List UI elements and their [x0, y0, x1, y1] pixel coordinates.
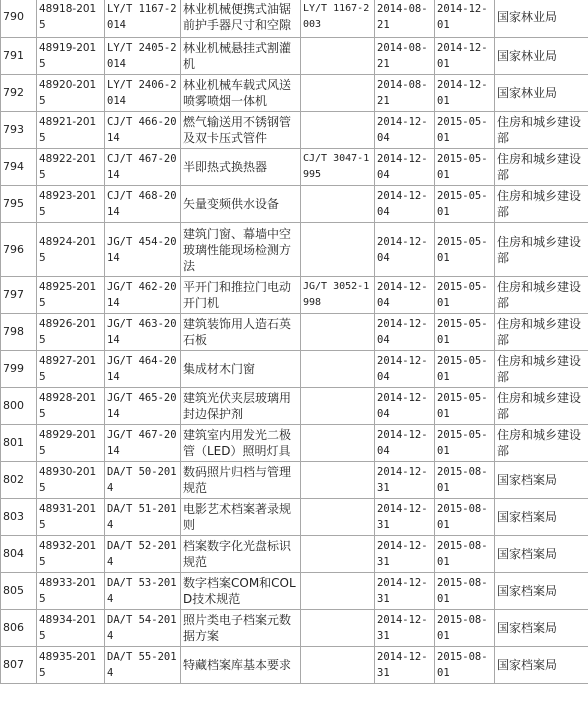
replaced-standard-cell: [301, 536, 375, 573]
issue-date-cell: 2014-08-21: [375, 75, 435, 112]
issuing-department-cell: 国家林业局: [495, 75, 588, 112]
issuing-department-cell: 住房和城乡建设部: [495, 314, 588, 351]
standard-name-cell: 建筑光伏夹层玻璃用封边保护剂: [181, 388, 301, 425]
issue-date-cell: 2014-12-04: [375, 277, 435, 314]
standard-name-cell: 建筑门窗、幕墙中空玻璃性能现场检测方法: [181, 223, 301, 277]
standard-code-cell: DA/T 51-2014: [105, 499, 181, 536]
standard-name-cell: 建筑室内用发光二极管（LED）照明灯具: [181, 425, 301, 462]
registration-number-cell: 48925-2015: [37, 277, 105, 314]
replaced-standard-cell: [301, 223, 375, 277]
replaced-standard-cell: CJ/T 3047-1995: [301, 149, 375, 186]
table-row: [1, 499, 588, 536]
registration-number-cell: 48923-2015: [37, 186, 105, 223]
table-row: [1, 75, 588, 112]
issuing-department-cell: 国家林业局: [495, 0, 588, 38]
registration-number-cell: 48933-2015: [37, 573, 105, 610]
standard-name-cell: 数字档案COM和COLD技术规范: [181, 573, 301, 610]
registration-number-cell: 48929-2015: [37, 425, 105, 462]
issue-date-cell: 2014-12-04: [375, 223, 435, 277]
registration-number-cell: 48919-2015: [37, 38, 105, 75]
replaced-standard-cell: JG/T 3052-1998: [301, 277, 375, 314]
table-row: [1, 536, 588, 573]
issuing-department-cell: 国家档案局: [495, 462, 588, 499]
table-body: [1, 0, 588, 684]
effective-date-cell: 2015-05-01: [435, 186, 495, 223]
table-row: [1, 112, 588, 149]
table-row: [1, 573, 588, 610]
standard-name-cell: 照片类电子档案元数据方案: [181, 610, 301, 647]
issuing-department-cell: 国家档案局: [495, 610, 588, 647]
row-number-cell: 805: [1, 573, 37, 610]
issuing-department-cell: 国家档案局: [495, 499, 588, 536]
standard-code-cell: JG/T 463-2014: [105, 314, 181, 351]
registration-number-cell: 48921-2015: [37, 112, 105, 149]
standard-code-cell: DA/T 52-2014: [105, 536, 181, 573]
effective-date-cell: 2015-05-01: [435, 425, 495, 462]
effective-date-cell: 2015-08-01: [435, 462, 495, 499]
registration-number-cell: 48918-2015: [37, 0, 105, 38]
table-row: [1, 38, 588, 75]
row-number-cell: 800: [1, 388, 37, 425]
standard-code-cell: JG/T 465-2014: [105, 388, 181, 425]
replaced-standard-cell: [301, 425, 375, 462]
issue-date-cell: 2014-12-04: [375, 388, 435, 425]
table-row: [1, 223, 588, 277]
standard-code-cell: DA/T 55-2014: [105, 647, 181, 684]
replaced-standard-cell: [301, 573, 375, 610]
table-row: [1, 351, 588, 388]
effective-date-cell: 2015-05-01: [435, 149, 495, 186]
standard-name-cell: 燃气输送用不锈钢管及双卡压式管件: [181, 112, 301, 149]
row-number-cell: 804: [1, 536, 37, 573]
issuing-department-cell: 住房和城乡建设部: [495, 277, 588, 314]
row-number-cell: 803: [1, 499, 37, 536]
replaced-standard-cell: [301, 75, 375, 112]
table-row: [1, 0, 588, 38]
replaced-standard-cell: [301, 388, 375, 425]
issuing-department-cell: 国家林业局: [495, 38, 588, 75]
effective-date-cell: 2015-05-01: [435, 351, 495, 388]
table-row: [1, 186, 588, 223]
standard-code-cell: LY/T 1167-2014: [105, 0, 181, 38]
issuing-department-cell: 国家档案局: [495, 536, 588, 573]
issuing-department-cell: 住房和城乡建设部: [495, 112, 588, 149]
standard-name-cell: 林业机械便携式油锯前护手器尺寸和空隙: [181, 0, 301, 38]
replaced-standard-cell: [301, 38, 375, 75]
replaced-standard-cell: [301, 186, 375, 223]
row-number-cell: 801: [1, 425, 37, 462]
effective-date-cell: 2014-12-01: [435, 75, 495, 112]
registration-number-cell: 48924-2015: [37, 223, 105, 277]
row-number-cell: 796: [1, 223, 37, 277]
standard-name-cell: 林业机械车载式风送喷雾喷烟一体机: [181, 75, 301, 112]
standard-code-cell: JG/T 467-2014: [105, 425, 181, 462]
standard-code-cell: CJ/T 466-2014: [105, 112, 181, 149]
issuing-department-cell: 住房和城乡建设部: [495, 149, 588, 186]
table-row: [1, 425, 588, 462]
effective-date-cell: 2015-05-01: [435, 314, 495, 351]
row-number-cell: 794: [1, 149, 37, 186]
standard-name-cell: 半即热式换热器: [181, 149, 301, 186]
registration-number-cell: 48922-2015: [37, 149, 105, 186]
replaced-standard-cell: [301, 499, 375, 536]
row-number-cell: 802: [1, 462, 37, 499]
standard-code-cell: LY/T 2406-2014: [105, 75, 181, 112]
issue-date-cell: 2014-12-31: [375, 647, 435, 684]
registration-number-cell: 48928-2015: [37, 388, 105, 425]
issue-date-cell: 2014-12-31: [375, 610, 435, 647]
effective-date-cell: 2014-12-01: [435, 0, 495, 38]
standard-code-cell: LY/T 2405-2014: [105, 38, 181, 75]
issuing-department-cell: 国家档案局: [495, 647, 588, 684]
standard-code-cell: DA/T 53-2014: [105, 573, 181, 610]
standard-name-cell: 电影艺术档案著录规则: [181, 499, 301, 536]
replaced-standard-cell: [301, 462, 375, 499]
standard-name-cell: 矢量变频供水设备: [181, 186, 301, 223]
row-number-cell: 798: [1, 314, 37, 351]
registration-number-cell: 48926-2015: [37, 314, 105, 351]
issue-date-cell: 2014-12-04: [375, 314, 435, 351]
standard-name-cell: 特藏档案库基本要求: [181, 647, 301, 684]
registration-number-cell: 48934-2015: [37, 610, 105, 647]
registration-number-cell: 48932-2015: [37, 536, 105, 573]
standard-code-cell: CJ/T 468-2014: [105, 186, 181, 223]
issue-date-cell: 2014-12-04: [375, 351, 435, 388]
standard-name-cell: 林业机械悬挂式割灌机: [181, 38, 301, 75]
table-row: [1, 647, 588, 684]
standard-code-cell: CJ/T 467-2014: [105, 149, 181, 186]
issue-date-cell: 2014-12-04: [375, 186, 435, 223]
table-row: [1, 462, 588, 499]
effective-date-cell: 2015-08-01: [435, 610, 495, 647]
row-number-cell: 792: [1, 75, 37, 112]
row-number-cell: 807: [1, 647, 37, 684]
standard-name-cell: 数码照片归档与管理规范: [181, 462, 301, 499]
replaced-standard-cell: LY/T 1167-2003: [301, 0, 375, 38]
issue-date-cell: 2014-12-31: [375, 536, 435, 573]
row-number-cell: 806: [1, 610, 37, 647]
standard-name-cell: 集成材木门窗: [181, 351, 301, 388]
standard-code-cell: JG/T 464-2014: [105, 351, 181, 388]
row-number-cell: 795: [1, 186, 37, 223]
replaced-standard-cell: [301, 314, 375, 351]
standard-name-cell: 建筑装饰用人造石英石板: [181, 314, 301, 351]
replaced-standard-cell: [301, 351, 375, 388]
issue-date-cell: 2014-12-31: [375, 499, 435, 536]
issue-date-cell: 2014-12-04: [375, 112, 435, 149]
row-number-cell: 790: [1, 0, 37, 38]
effective-date-cell: 2015-05-01: [435, 277, 495, 314]
effective-date-cell: 2014-12-01: [435, 38, 495, 75]
effective-date-cell: 2015-08-01: [435, 647, 495, 684]
row-number-cell: 799: [1, 351, 37, 388]
issue-date-cell: 2014-12-31: [375, 573, 435, 610]
table-row: [1, 388, 588, 425]
standard-code-cell: JG/T 454-2014: [105, 223, 181, 277]
row-number-cell: 791: [1, 38, 37, 75]
standard-code-cell: DA/T 50-2014: [105, 462, 181, 499]
registration-number-cell: 48935-2015: [37, 647, 105, 684]
table-row: [1, 149, 588, 186]
effective-date-cell: 2015-08-01: [435, 499, 495, 536]
effective-date-cell: 2015-05-01: [435, 223, 495, 277]
row-number-cell: 793: [1, 112, 37, 149]
table-row: [1, 610, 588, 647]
table-row: [1, 314, 588, 351]
registration-number-cell: 48931-2015: [37, 499, 105, 536]
replaced-standard-cell: [301, 112, 375, 149]
issue-date-cell: 2014-12-04: [375, 149, 435, 186]
issuing-department-cell: 住房和城乡建设部: [495, 388, 588, 425]
registration-number-cell: 48920-2015: [37, 75, 105, 112]
registration-number-cell: 48927-2015: [37, 351, 105, 388]
replaced-standard-cell: [301, 647, 375, 684]
effective-date-cell: 2015-05-01: [435, 112, 495, 149]
issuing-department-cell: 住房和城乡建设部: [495, 186, 588, 223]
replaced-standard-cell: [301, 610, 375, 647]
issuing-department-cell: 住房和城乡建设部: [495, 351, 588, 388]
standard-name-cell: 平开门和推拉门电动开门机: [181, 277, 301, 314]
issuing-department-cell: 住房和城乡建设部: [495, 425, 588, 462]
issuing-department-cell: 住房和城乡建设部: [495, 223, 588, 277]
standard-code-cell: DA/T 54-2014: [105, 610, 181, 647]
row-number-cell: 797: [1, 277, 37, 314]
registration-number-cell: 48930-2015: [37, 462, 105, 499]
issue-date-cell: 2014-12-04: [375, 425, 435, 462]
issuing-department-cell: 国家档案局: [495, 573, 588, 610]
effective-date-cell: 2015-08-01: [435, 536, 495, 573]
standard-name-cell: 档案数字化光盘标识规范: [181, 536, 301, 573]
standard-code-cell: JG/T 462-2014: [105, 277, 181, 314]
table-row: [1, 277, 588, 314]
issue-date-cell: 2014-08-21: [375, 38, 435, 75]
issue-date-cell: 2014-12-31: [375, 462, 435, 499]
effective-date-cell: 2015-08-01: [435, 573, 495, 610]
issue-date-cell: 2014-08-21: [375, 0, 435, 38]
effective-date-cell: 2015-05-01: [435, 388, 495, 425]
